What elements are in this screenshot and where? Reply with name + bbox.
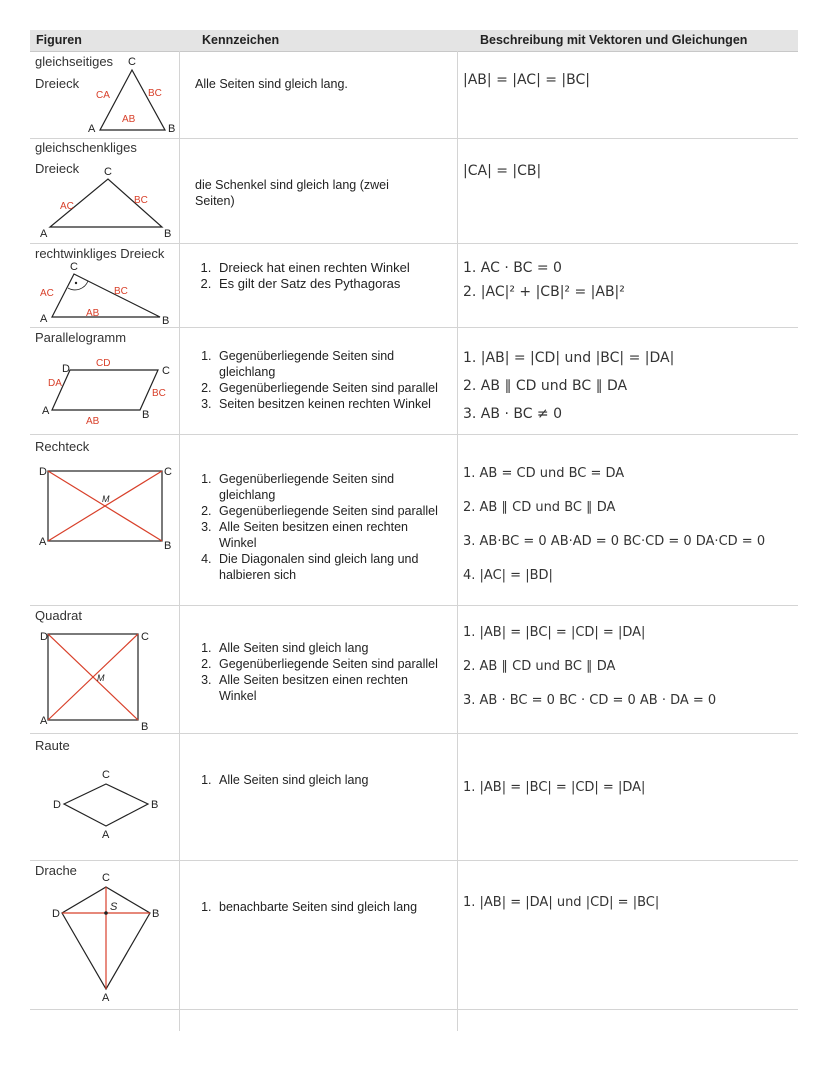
right-triangle-drawing — [30, 244, 178, 327]
description — [195, 260, 410, 292]
svg-text:B: B — [164, 228, 172, 240]
equation-2: 2. AB ∥ CD und BC ∥ DA — [463, 500, 616, 515]
description: die Schenkel sind gleich lang (zwei Seiten) — [195, 178, 389, 208]
svg-text:C: C — [141, 631, 149, 643]
figure-square — [30, 606, 178, 733]
svg-text:A: A — [42, 405, 50, 417]
row-rechtwinkliges-dreieck — [30, 244, 798, 328]
parallelogram-drawing — [30, 328, 178, 434]
svg-text:D: D — [53, 799, 61, 811]
figure-title-2: Dreieck — [35, 76, 80, 91]
svg-text:CD: CD — [96, 358, 111, 369]
equation-1: 1. AB = CD und BC = DA — [463, 466, 625, 481]
svg-text:B: B — [141, 721, 149, 733]
list-item: 1. Gegenüberliegende Seiten sind gleichlang — [215, 348, 445, 380]
figure-title: Drache — [35, 863, 77, 878]
list-item: 1. benachbarte Seiten sind gleich lang — [215, 899, 445, 915]
square-drawing — [30, 606, 178, 733]
equations — [463, 891, 659, 915]
svg-text:B: B — [142, 409, 150, 421]
kite-drawing — [30, 861, 178, 1009]
equations — [463, 344, 674, 428]
figure-rhombus — [30, 734, 178, 860]
row-raute — [30, 734, 798, 861]
table-header — [30, 30, 798, 52]
list-item: 2. Gegenüberliegende Seiten sind parallel — [215, 503, 445, 519]
list-item: 3. Seiten besitzen keinen rechten Winkel — [215, 396, 445, 412]
figure-equilateral-triangle — [30, 52, 178, 138]
svg-text:S: S — [110, 901, 118, 913]
svg-text:AB: AB — [86, 416, 100, 427]
equations — [463, 457, 765, 593]
svg-text:C: C — [104, 166, 112, 178]
equation-2: 2. |AC|² + |CB|² = |AB|² — [463, 284, 625, 300]
row-quadrat — [30, 606, 798, 734]
svg-text:A: A — [88, 123, 96, 135]
equation-2: 2. AB ∥ CD und BC ∥ DA — [463, 659, 616, 674]
equations — [463, 616, 716, 718]
figure-right-triangle — [30, 244, 178, 327]
svg-text:B: B — [168, 123, 176, 135]
row-rechteck — [30, 435, 798, 606]
equilateral-triangle-drawing — [30, 52, 178, 138]
svg-text:BC: BC — [114, 286, 128, 297]
figure-rectangle — [30, 435, 178, 605]
header-beschreibung: Beschreibung mit Vektoren und Gleichungen — [480, 33, 748, 47]
figure-kite — [30, 861, 178, 1009]
equation-1: 1. |AB| = |DA| und |CD| = |BC| — [463, 895, 660, 910]
figure-title-2: Dreieck — [35, 161, 80, 176]
svg-text:D: D — [62, 363, 70, 375]
svg-text:M: M — [102, 494, 110, 504]
svg-text:A: A — [40, 313, 48, 325]
equation-1: 1. |AB| = |BC| = |CD| = |DA| — [463, 625, 646, 640]
rectangle-drawing — [30, 435, 178, 605]
svg-text:M: M — [97, 673, 105, 683]
list-item: 4. Die Diagonalen sind gleich lang und halbieren sich — [215, 551, 445, 583]
svg-text:D: D — [52, 908, 60, 920]
row-gleichseitiges-dreieck — [30, 52, 798, 139]
row-parallelogramm — [30, 328, 798, 435]
svg-text:C: C — [102, 872, 110, 884]
figure-isosceles-triangle — [30, 139, 178, 243]
equation-1: 1. |AB| = |CD| und |BC| = |DA| — [463, 350, 675, 366]
rhombus-drawing — [30, 734, 178, 860]
svg-text:C: C — [70, 261, 78, 273]
figure-title: Raute — [35, 738, 70, 753]
header-figuren: Figuren — [36, 33, 82, 47]
equations — [463, 776, 645, 800]
svg-text:C: C — [162, 365, 170, 377]
equation-2: 2. AB ∥ CD und BC ∥ DA — [463, 378, 628, 394]
svg-text:AC: AC — [60, 201, 74, 212]
list-item: 3. Alle Seiten besitzen einen rechten Winkel — [215, 672, 445, 704]
equations — [463, 159, 541, 183]
svg-text:B: B — [152, 908, 160, 920]
list-item: 3. Alle Seiten besitzen einen rechten Winkel — [215, 519, 445, 551]
equation-1: 1. |AB| = |BC| = |CD| = |DA| — [463, 780, 646, 795]
list-item: 2. Es gilt der Satz des Pythagoras — [215, 276, 410, 292]
svg-text:C: C — [164, 466, 172, 478]
equation-3: 3. AB · BC ≠ 0 — [463, 406, 563, 422]
svg-text:B: B — [162, 315, 170, 327]
svg-text:A: A — [39, 536, 47, 548]
svg-text:D: D — [40, 631, 48, 643]
svg-text:A: A — [102, 829, 110, 841]
description — [195, 640, 445, 704]
figure-title: gleichseitiges — [35, 54, 114, 69]
figure-parallelogram — [30, 328, 178, 434]
figure-title: rechtwinkliges Dreieck — [35, 246, 165, 261]
svg-text:BC: BC — [134, 195, 148, 206]
svg-text:B: B — [151, 799, 159, 811]
list-item: 1. Alle Seiten sind gleich lang — [215, 640, 445, 656]
header-kennzeichen: Kennzeichen — [202, 33, 280, 47]
list-item: 1. Alle Seiten sind gleich lang — [215, 772, 445, 788]
svg-text:B: B — [164, 540, 172, 552]
svg-text:A: A — [40, 228, 48, 240]
figure-title: Rechteck — [35, 439, 90, 454]
svg-text:AB: AB — [86, 308, 100, 319]
figure-title: Quadrat — [35, 608, 82, 623]
equation-1: 1. AC · BC = 0 — [463, 260, 562, 276]
description — [195, 471, 445, 583]
list-item: 1. Dreieck hat einen rechten Winkel — [215, 260, 410, 276]
svg-text:DA: DA — [48, 378, 62, 389]
equations — [463, 68, 590, 92]
description — [195, 899, 445, 915]
svg-text:C: C — [102, 769, 110, 781]
equation-4: 4. |AC| = |BD| — [463, 568, 553, 583]
equations — [463, 256, 625, 304]
equation-1: |AB| = |AC| = |BC| — [463, 72, 590, 88]
list-item: 2. Gegenüberliegende Seiten sind parallel — [215, 656, 445, 672]
description — [195, 348, 445, 412]
equation-3: 3. AB·BC = 0 AB·AD = 0 BC·CD = 0 DA·CD = 0 — [463, 534, 766, 549]
figure-title: Parallelogramm — [35, 330, 127, 345]
svg-text:AC: AC — [40, 288, 54, 299]
svg-text:D: D — [39, 466, 47, 478]
list-item: 1. Gegenüberliegende Seiten sind gleichlang — [215, 471, 445, 503]
isosceles-triangle-drawing — [30, 139, 178, 243]
svg-text:AB: AB — [122, 114, 136, 125]
row-drache — [30, 861, 798, 1010]
svg-text:BC: BC — [148, 88, 162, 99]
svg-text:A: A — [40, 715, 48, 727]
description — [195, 772, 445, 788]
figure-title: gleichschenkliges — [35, 140, 137, 155]
description: Alle Seiten sind gleich lang. — [195, 77, 348, 91]
list-item: 2. Gegenüberliegende Seiten sind parallel — [215, 380, 445, 396]
equation-1: |CA| = |CB| — [463, 163, 542, 179]
equation-3: 3. AB · BC = 0 BC · CD = 0 AB · DA = 0 — [463, 693, 717, 708]
svg-text:BC: BC — [152, 388, 166, 399]
svg-text:A: A — [102, 992, 110, 1004]
svg-text:C: C — [128, 56, 136, 68]
svg-text:CA: CA — [96, 90, 110, 101]
row-gleichschenkliges-dreieck — [30, 139, 798, 244]
